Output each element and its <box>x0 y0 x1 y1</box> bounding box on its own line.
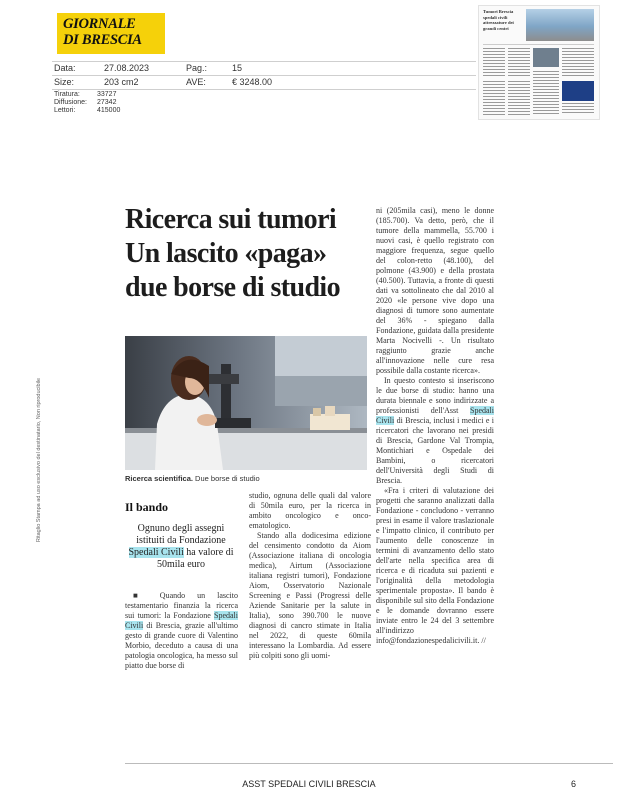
body-column-2 <box>249 491 371 661</box>
meta-pag-label: Pag.: <box>186 63 208 73</box>
paragraph: «Fra i criteri di valutazione dei progetti che saranno analizzati dalla Fondazione - concludono - verranno presi in esame il valore traslazionale e l'impatto clinico, il contributo per l'aumento delle conoscenze in termini di avanzamento dello stato dell'arte nella specifica area di ricerca e di ricaduta sui pazienti e l'originalità della metodologia sperimentale proposta». Il bando è disponibile sul sito della Fondazione e le domande dovranno essere inviate entro le 24 del 3 settembre all'indirizzo info@fondazionespedalicivili.it. // <box>376 486 494 645</box>
meta-tiratura-label: Tiratura: <box>54 91 80 98</box>
subheadline <box>125 523 237 571</box>
masthead-logo <box>57 13 165 54</box>
body-column-1 <box>125 591 238 671</box>
meta-divider <box>52 61 476 62</box>
article-headline <box>125 203 375 305</box>
body-column-3 <box>376 206 494 646</box>
headline-line-1: Ricerca sui tumori <box>125 204 337 235</box>
paragraph: In questo contesto si inseriscono le due borse di studio: hanno una durata biennale e sono indirizzate a professionisti dell'Asst Spedali Civili di Brescia, inclusi i medici e i ricercatori che lavorano nei presidi di Brescia, Gardone Val Trompia, Montichiari e Ospedale dei Bambini, o ricercatori dell'Università degli Studi di Brescia. <box>376 376 494 485</box>
side-note-text: Ritaglio Stampa ad uso esclusivo del destinatario, Non riproducibile <box>36 377 42 543</box>
paragraph: ■ Quando un lascito testamentario finanzia la ricerca sui tumori: la Fondazione Spedali Civili di Brescia, grazie all'ultimo gesto di grande cuore di Valentino Morbio, deceduto a causa di una patologia oncologica, ha messo sul piatto due borse di <box>125 591 238 670</box>
meta-data-label: Data: <box>54 63 76 73</box>
page-number: 6 <box>571 779 577 789</box>
copyright-side-note <box>35 290 43 630</box>
headline-line-3: due borse di studio <box>125 272 340 303</box>
masthead-line-1: GIORNALE <box>63 16 136 32</box>
caption-rest: Due borse di studio <box>192 474 260 483</box>
photo-caption <box>125 474 260 483</box>
meta-divider <box>52 75 476 76</box>
masthead-line-2: DI BRESCIA <box>63 32 142 48</box>
thumbnail-headline: Tumori Brescia spedali civili attrezzature dei grandi centri <box>483 9 514 31</box>
article-photo <box>125 336 367 470</box>
paragraph: studio, ognuna delle quali dal valore di 50mila euro, per la ricerca in ambito oncologico e onco-ematologico. <box>249 491 371 530</box>
meta-tiratura-value: 33727 <box>97 91 117 98</box>
paragraph: ni (205mila casi), meno le donne (185.700). Va detto, però, che il tumore della mammella, 55.700 i nuovi casi, è quello registrato con maggiore frequenza, segue quello del colon-retto (48.100), del polmone (43.900) e della prostata (40.500). Tuttavia, a fronte di questi dati va sottolineato che dal 2010 al 2020 «le persone vive dopo una diagnosi di tumore sono aumentate del 36% - spiegano dalla Fondazione, guidata dalla presidente Marta Nocivelli -. Un risultato raggiunto grazie anche all'innovazione nelle cure resa possibile dalla costante ricerca». <box>376 206 494 375</box>
meta-ave-label: AVE: <box>186 77 206 87</box>
meta-size-label: Size: <box>54 77 75 87</box>
meta-lettori-label: Lettori: <box>54 107 76 114</box>
caption-bold: Ricerca scientifica. <box>125 474 193 483</box>
meta-pag-value: 15 <box>232 63 243 73</box>
footer-divider <box>125 763 613 764</box>
meta-data-value: 27.08.2023 <box>104 63 150 73</box>
paragraph: Stando alla dodicesima edizione del censimento condotto da Aiom (Associazione italiana di oncologia medica), Airtum (Associazione italiana registri tumori), Fondazione Aiom, Osservatorio Nazionale Screening e Passi (Progressi delle Aziende Sanitarie per la salute in Italia), sono 390.700 le nuove diagnosi di cancro stimate in Italia nel 2022, di queste 60mila interessano la Lombardia. Ad essere più colpiti sono gli uomi- <box>249 531 371 660</box>
meta-ave-value: € 3248.00 <box>232 77 273 87</box>
meta-size-value: 203 cm2 <box>104 77 139 87</box>
headline-line-2: Un lascito «paga» <box>125 238 327 269</box>
page-thumbnail <box>478 5 600 120</box>
meta-divider <box>52 89 476 90</box>
kicker-label: Il bando <box>125 500 169 514</box>
meta-diffusione-label: Diffusione: <box>54 99 87 106</box>
meta-diffusione-value: 27342 <box>97 99 117 106</box>
subheadline-text: Ognuno degli assegni istituiti da Fondazione Spedali Civili ha valore di 50mila euro <box>128 523 234 570</box>
footer-title: ASST SPEDALI CIVILI BRESCIA <box>242 779 376 789</box>
thumbnail-photo <box>526 9 594 41</box>
meta-lettori-value: 415000 <box>97 107 121 114</box>
